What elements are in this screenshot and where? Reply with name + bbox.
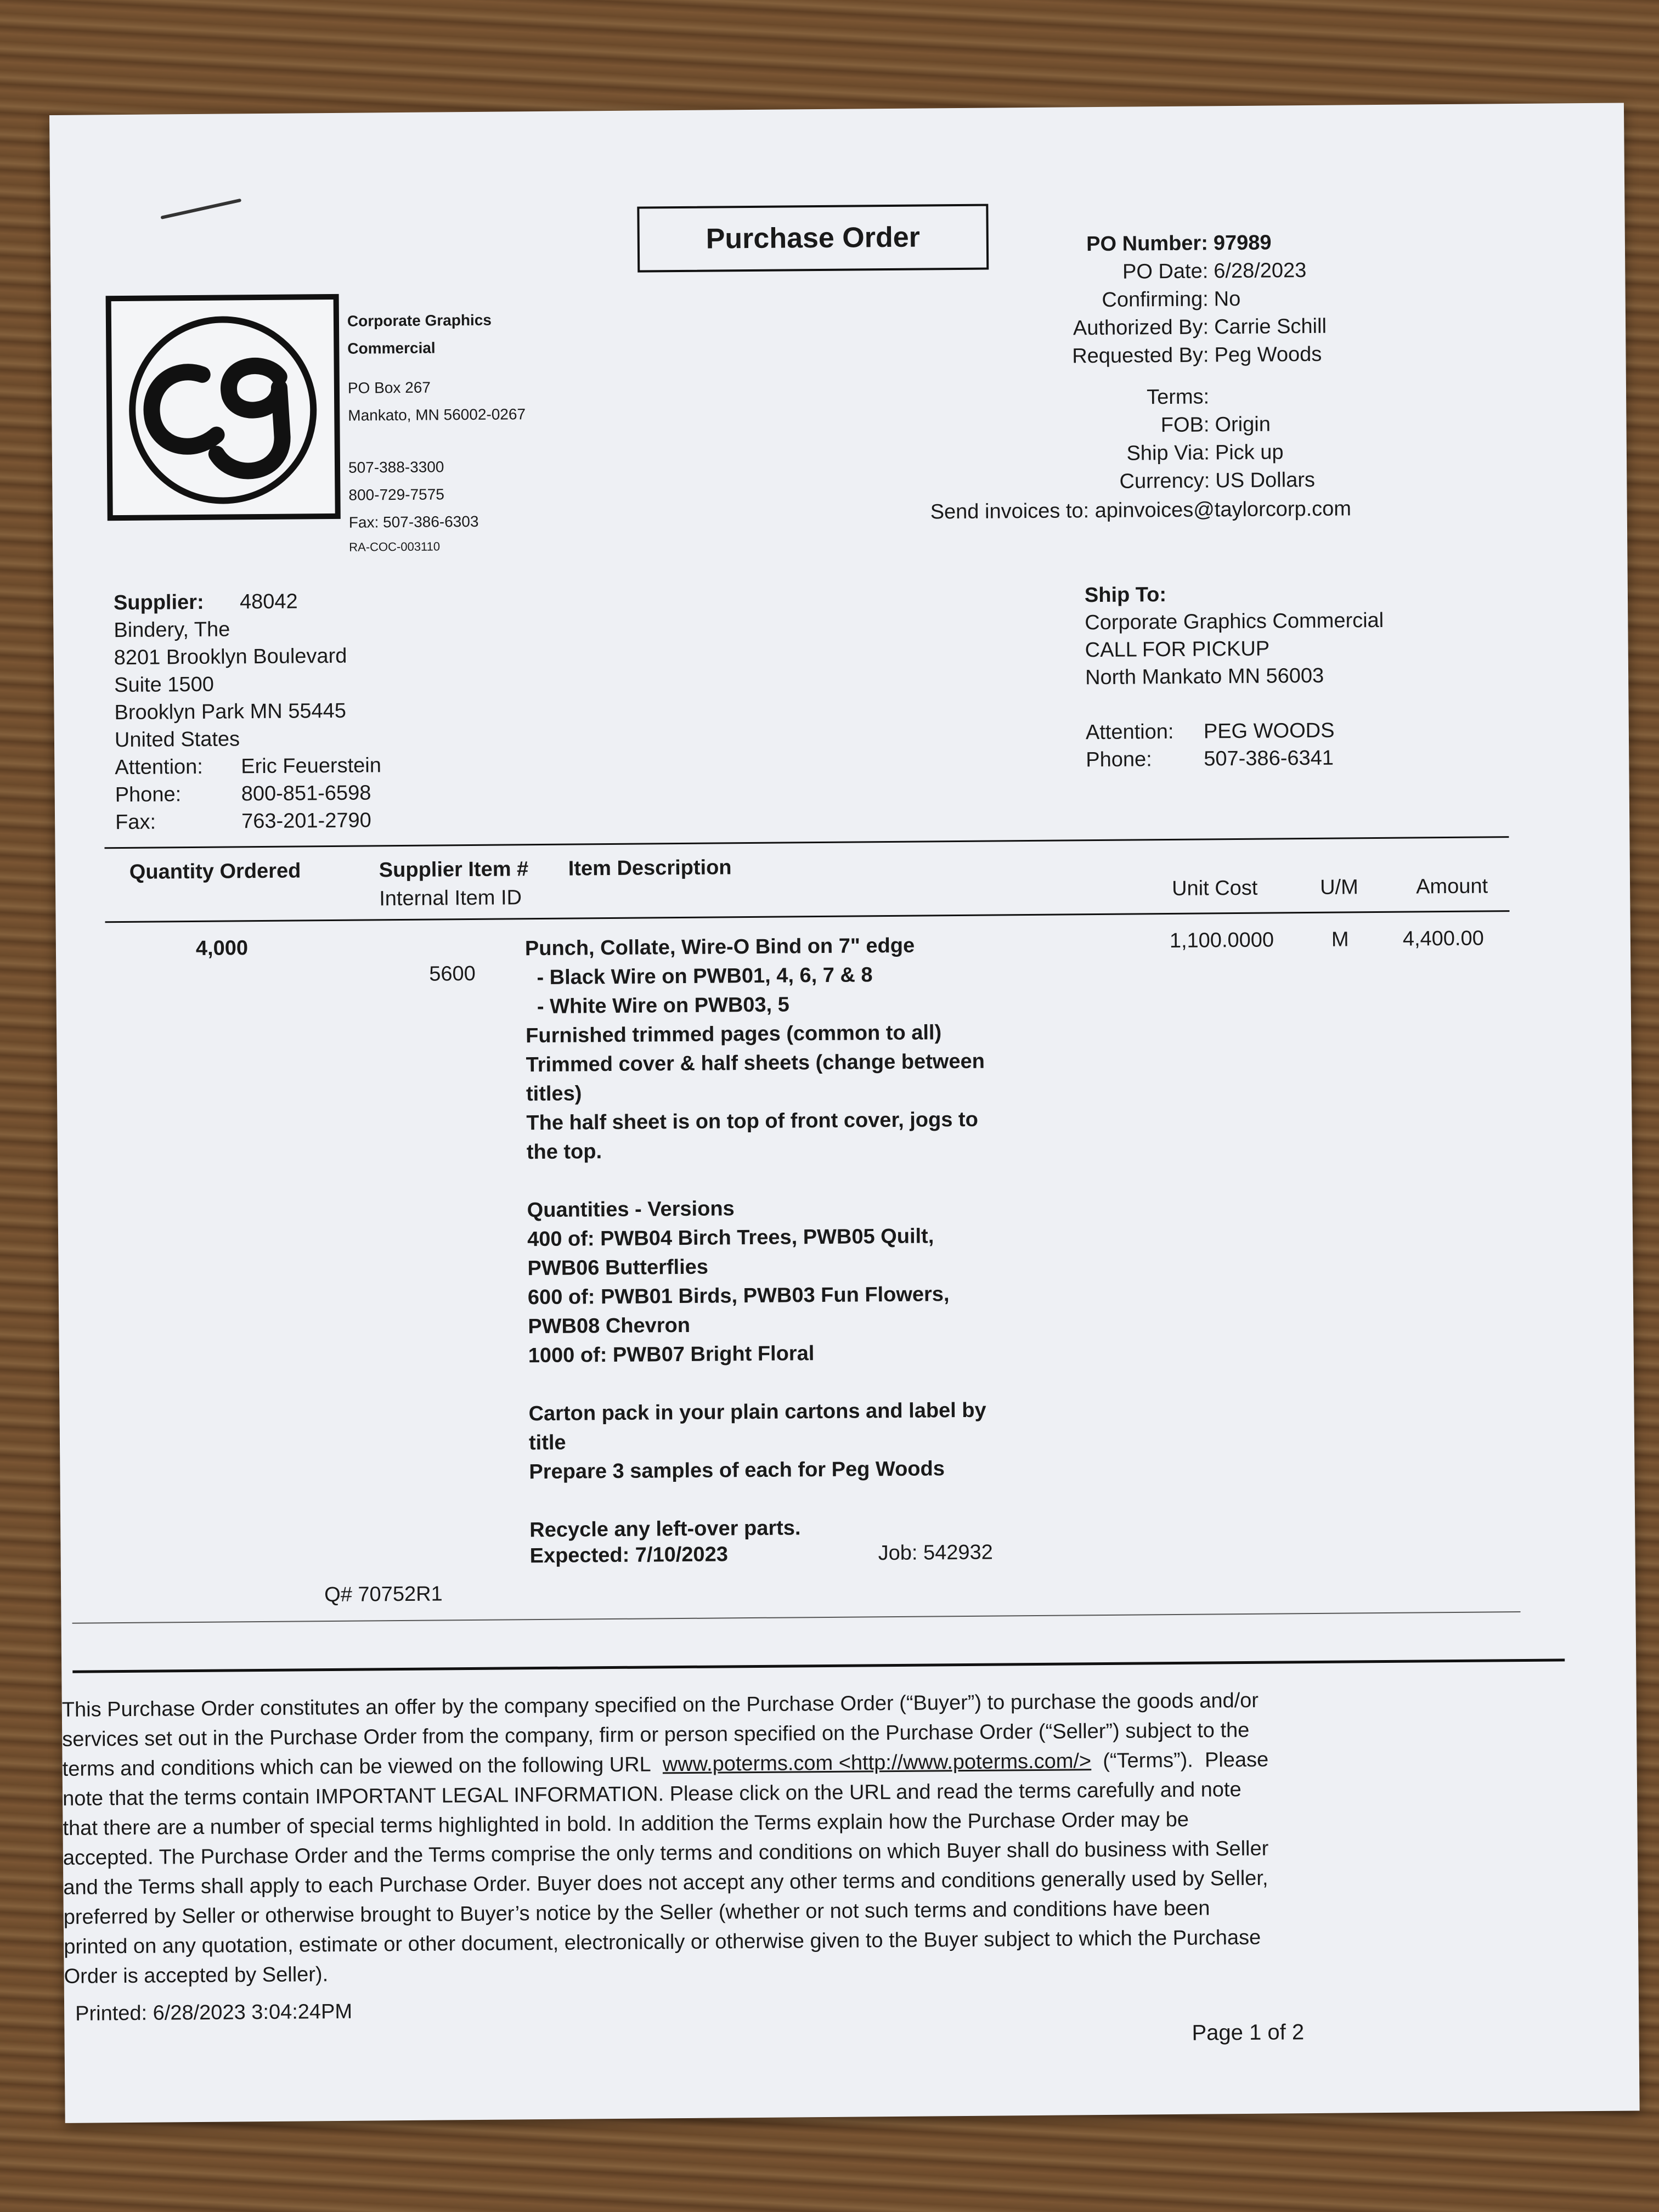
- supplier-attention: Eric Feuerstein: [241, 754, 382, 778]
- description-line: Furnished trimmed pages (common to all): [526, 1021, 942, 1048]
- col-unit-cost: Unit Cost: [1171, 876, 1258, 900]
- purchase-order-page: [49, 103, 1640, 2123]
- row-um: M: [1331, 928, 1349, 951]
- ship-to-line: Corporate Graphics Commercial: [1085, 608, 1384, 635]
- expected-date: Expected: 7/10/2023: [529, 1543, 729, 1568]
- terms-line-text: terms and conditions which can be viewed on the following URL: [62, 1753, 651, 1781]
- po-info-values: [1214, 229, 1328, 495]
- supplier-fax-label: Fax:: [115, 810, 156, 834]
- supplier-line: Suite 1500: [114, 673, 215, 697]
- terms-line: accepted. The Purchase Order and the Terms comprise the only terms and conditions on which Buyer shall do business with Seller: [63, 1837, 1269, 1870]
- terms-line: services set out in the Purchase Order from the company, firm or person specified on the Purchase Order (“Seller”) subject to the: [62, 1718, 1250, 1751]
- supplier-line: United States: [114, 727, 240, 752]
- ship-to-line: CALL FOR PICKUP: [1085, 637, 1270, 662]
- description-line: - Black Wire on PWB01, 4, 6, 7 & 8: [525, 963, 873, 990]
- row-amount: 4,400.00: [1402, 927, 1484, 951]
- supplier-line: Brooklyn Park MN 55445: [114, 699, 347, 725]
- ship-to-attention: PEG WOODS: [1203, 719, 1335, 743]
- description-line: Trimmed cover & half sheets (change between: [526, 1049, 985, 1077]
- terms-line: This Purchase Order constitutes an offer by the company specified on the Purchase Order (“Buyer”) to purchase the goods and/or: [61, 1689, 1259, 1722]
- pen-mark: [160, 199, 241, 219]
- col-quantity-ordered: Quantity Ordered: [129, 859, 301, 884]
- ship-to-phone-label: Phone:: [1086, 748, 1152, 772]
- po-authorized-by: Carrie Schill: [1214, 314, 1327, 339]
- printed-timestamp: Printed: 6/28/2023 3:04:24PM: [75, 2000, 353, 2025]
- description-line: Quantities - Versions: [527, 1197, 735, 1222]
- terms-line: note that the terms contain IMPORTANT LEGAL INFORMATION. Please click on the URL and read the terms carefully and note: [62, 1778, 1242, 1810]
- ship-to-label: Ship To:: [1084, 583, 1167, 607]
- po-label: FOB:: [1160, 413, 1210, 437]
- po-currency: US Dollars: [1215, 468, 1316, 493]
- description-line: Carton pack in your plain cartons and label by: [528, 1398, 986, 1426]
- po-info-labels: [1071, 229, 1210, 496]
- col-amount: Amount: [1415, 874, 1488, 899]
- row-quantity: 4,000: [195, 936, 249, 960]
- po-label: PO Number:: [1086, 232, 1209, 256]
- description-line: 600 of: PWB01 Birds, PWB03 Fun Flowers,: [527, 1283, 950, 1310]
- divider: [72, 1658, 1565, 1673]
- divider: [105, 910, 1510, 923]
- ship-to-phone: 507-386-6341: [1204, 746, 1334, 771]
- col-supplier-item: Supplier Item #: [379, 857, 529, 882]
- page-number: Page 1 of 2: [1192, 2020, 1305, 2045]
- terms-after-url: (“Terms”). Please: [1091, 1748, 1269, 1773]
- po-confirming: No: [1214, 287, 1241, 311]
- terms-url-link[interactable]: www.poterms.com <http://www.poterms.com/>: [662, 1750, 1092, 1776]
- description-line: Prepare 3 samples of each for Peg Woods: [529, 1457, 945, 1484]
- job-number: Job: 542932: [878, 1541, 993, 1565]
- company-phone1: 507-388-3300: [348, 458, 444, 476]
- description-line: Recycle any left-over parts.: [529, 1516, 801, 1542]
- terms-paragraph: [62, 1683, 1600, 1991]
- company-logo: [106, 294, 341, 521]
- po-number: 97989: [1213, 231, 1272, 255]
- company-name-line1: Corporate Graphics: [347, 311, 492, 330]
- supplier-fax: 763-201-2790: [241, 809, 371, 833]
- description-line: the top.: [526, 1140, 602, 1164]
- col-um: U/M: [1319, 876, 1358, 899]
- company-name-line2: Commercial: [347, 339, 436, 357]
- po-label: Ship Via:: [1126, 441, 1210, 465]
- company-address-line1: PO Box 267: [347, 379, 431, 397]
- description-line: PWB08 Chevron: [528, 1313, 691, 1339]
- po-label: Authorized By:: [1073, 315, 1209, 340]
- divider: [72, 1611, 1521, 1624]
- quote-number: Q# 70752R1: [324, 1582, 443, 1607]
- description-line: The half sheet is on top of front cover, jogs to: [526, 1108, 978, 1135]
- col-internal-item-id: Internal Item ID: [379, 886, 522, 911]
- description-line: PWB06 Butterflies: [527, 1255, 709, 1280]
- company-fax: Fax: 507-386-6303: [348, 512, 479, 531]
- supplier-block: [114, 587, 382, 836]
- ship-to-attention-label: Attention:: [1085, 720, 1174, 744]
- po-label: Currency:: [1119, 469, 1210, 493]
- row-unit-cost: 1,100.0000: [1169, 928, 1274, 953]
- po-date: 6/28/2023: [1214, 259, 1307, 283]
- col-item-description: Item Description: [568, 856, 732, 881]
- po-label: PO Date:: [1122, 259, 1209, 284]
- supplier-line: Bindery, The: [114, 618, 230, 642]
- ship-to-block: [1085, 579, 1385, 774]
- supplier-id: 48042: [239, 590, 298, 614]
- po-label: Terms:: [1146, 385, 1210, 409]
- po-fob: Origin: [1215, 413, 1271, 437]
- divider: [104, 836, 1509, 849]
- description-line: 400 of: PWB04 Birch Trees, PWB05 Quilt,: [527, 1224, 934, 1251]
- supplier-phone: 800-851-6598: [241, 781, 371, 806]
- terms-line: preferred by Seller or otherwise brought to Buyer’s notice by the Seller (whether or not such terms and conditions have been: [63, 1897, 1210, 1929]
- company-address: [347, 306, 527, 558]
- terms-line: and the Terms shall apply to each Purchase Order. Buyer does not accept any other terms and conditions generally used by Seller,: [63, 1866, 1268, 1899]
- supplier-attention-label: Attention:: [115, 755, 204, 780]
- row-internal-id: 5600: [429, 962, 476, 986]
- supplier-label: Supplier:: [113, 590, 204, 615]
- description-line: title: [528, 1431, 566, 1455]
- po-ship-via: Pick up: [1215, 441, 1284, 465]
- item-description: [525, 931, 989, 1545]
- po-label: Requested By:: [1072, 343, 1209, 368]
- description-line: Punch, Collate, Wire-O Bind on 7" edge: [524, 934, 915, 961]
- terms-line: printed on any quotation, estimate or other document, electronically or otherwise given to the Buyer subject to which the Purchase: [64, 1926, 1261, 1959]
- company-address-line2: Mankato, MN 56002-0267: [348, 405, 526, 424]
- description-line: 1000 of: PWB07 Bright Floral: [528, 1342, 815, 1368]
- send-invoices: Send invoices to: apinvoices@taylorcorp.com: [930, 497, 1352, 524]
- description-line: - White Wire on PWB03, 5: [525, 993, 789, 1019]
- company-phone2: 800-729-7575: [348, 486, 444, 504]
- po-terms: [1215, 382, 1327, 411]
- terms-line: that there are a number of special terms highlighted in bold. In addition the Terms explain how the Purchase Order may be: [63, 1808, 1189, 1840]
- page-title: Purchase Order: [637, 204, 989, 273]
- supplier-phone-label: Phone:: [115, 783, 182, 807]
- description-line: titles): [526, 1082, 582, 1106]
- po-label: Confirming:: [1102, 287, 1209, 312]
- po-requested-by: Peg Woods: [1214, 342, 1322, 367]
- company-code: RA-COC-003110: [349, 539, 441, 554]
- supplier-line: 8201 Brooklyn Boulevard: [114, 644, 347, 670]
- terms-line: Order is accepted by Seller).: [64, 1963, 329, 1988]
- ship-to-line: North Mankato MN 56003: [1085, 664, 1324, 690]
